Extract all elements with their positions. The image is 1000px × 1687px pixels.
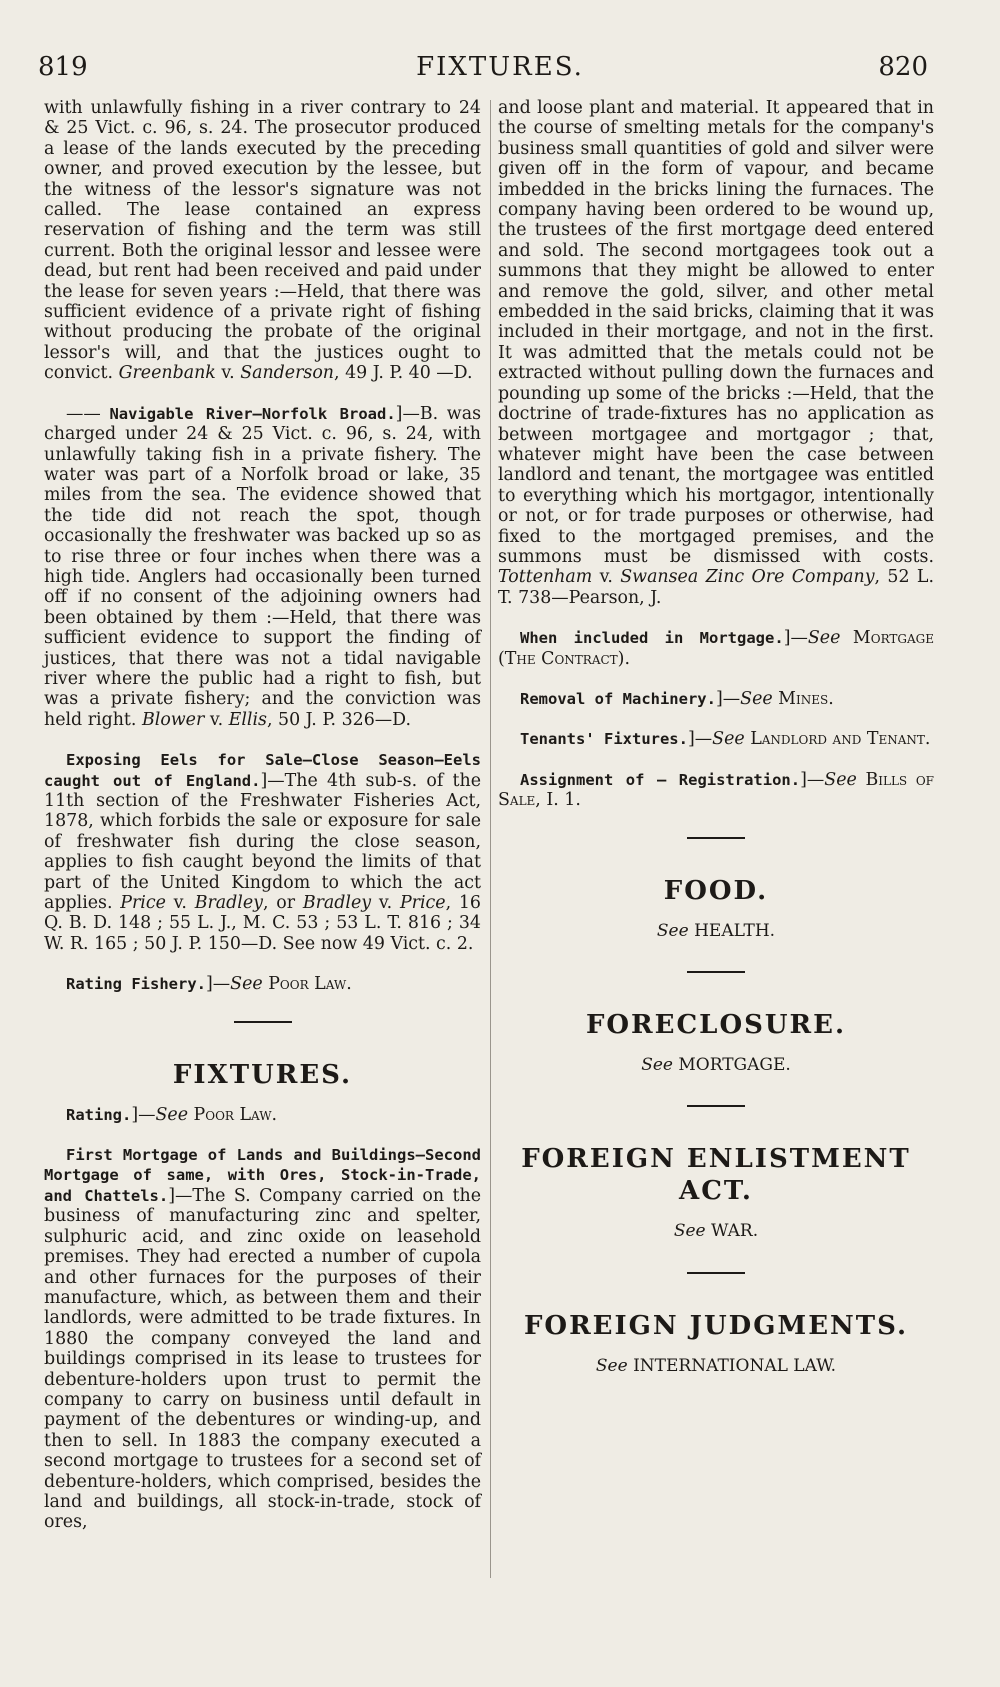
entry-navigable-river: —— Navigable River—Norfolk Broad.]—B. was charged under 24 & 25 Vict. c. 96, s. 24, with unlawfully taking fish in a private fishery. The water was part of a Norfolk broad or lake, 35 miles from the sea. The evidence showed that the tide did not reach the spot, though occasionally the freshwater was backed up so as to rise three or four inches when there was a high tide. Anglers had occasionally been turned off if no consent of the adjoining owners had been obtained by them :—Held, that there was sufficient evidence to support the finding of justices, that there was not a tidal navigable river where the public had a right to fish, but was a private fishery; and the conviction was held right. Blower v. Ellis, 50 J. P. 326—D. — [44, 403, 481, 730]
entry-exposing-eels: Exposing Eels for Sale—Close Season—Eels caught out of England.]—The 4th sub-s. of the 11th section of the Freshwater Fisheries Act, 1878, which forbids the sale or exposure for sale of freshwater fish during the close season, applies to fish caught beyond the limits of that part of the United Kingdom to which the act applies. Price v. Bradley, or Bradley v. Price, 16 Q. B. D. 148 ; 55 L. J., M. C. 53 ; 53 L. T. 816 ; 34 W. R. 165 ; 50 J. P. 150—D. See now 49 Vict. c. 2. — [44, 751, 481, 954]
entry-tenants-fixtures: Tenants' Fixtures.]—See Landlord and Tenant. — [520, 729, 931, 750]
section-separator — [687, 1272, 745, 1274]
running-title: FIXTURES. — [416, 52, 584, 82]
section-separator — [234, 1021, 292, 1023]
cross-reference-food: See HEALTH. — [656, 920, 776, 941]
cross-reference-foreign-judgments: See INTERNATIONAL LAW. — [595, 1355, 837, 1376]
section-title-foreclosure: FORECLOSURE. — [585, 1010, 847, 1040]
page-number-right: 820 — [878, 52, 928, 82]
section-title-food: FOOD. — [663, 875, 769, 906]
page-number-left: 819 — [38, 52, 88, 82]
entry-heading: Exposing Eels for Sale—Close Season—Eels caught out of England. — [44, 751, 481, 790]
cross-reference-foreign-enlistment: See WAR. — [673, 1221, 759, 1242]
entry-first-mortgage: First Mortgage of Lands and Buildings—Second Mortgage of same, with Ores, Stock-in-Trade, and Chattels.]—The S. Company carried on the business of manufacturing zinc and spelter, sulphuric acid, and zinc oxide on leasehold premises. They had erected a number of cupola and other furnaces for the purposes of their manufacture, which, as between them and their landlords, were admitted to be trade fixtures. In 1880 the company conveyed the land and buildings comprised in its lease to trustees for debenture-holders upon trust to permit the company to carry on business until default in payment of the debentures or winding-up, and then to sell. In 1883 the company executed a second mortgage to trustees for a second set of debenture-holders, which comprised, besides the land and buildings, all stock-in-trade, stock of ores, — [44, 1146, 481, 1533]
section-separator — [687, 1105, 745, 1107]
section-separator — [687, 971, 745, 973]
paragraph-fishing-lease: with unlawfully fishing in a river contrary to 24 & 25 Vict. c. 96, s. 24. The prosecutor produced a lease of the lands executed by the preceding owner, and proved execution by the lessee, but the witness of the lessor's signature was not called. The lease contained an express reservation of fishing and the term was still current. Both the original lessor and lessee were dead, but rent had been received and paid under the lease for seven years :—Held, that there was sufficient evidence of a private right of fishing without producing the probate of the original lessor's will, and that the justices ought to convict. Greenbank v. Sanderson, 49 J. P. 40 —D. — [44, 98, 481, 384]
section-title-foreign-enlistment: FOREIGN ENLISTMENT ACT. — [521, 1144, 911, 1207]
cross-reference-foreclosure: See MORTGAGE. — [641, 1055, 791, 1075]
right-column — [498, 98, 934, 1406]
left-column — [44, 98, 481, 1553]
entry-when-included: When included in Mortgage.]—See Mortgage (The Contract). — [498, 628, 934, 669]
section-separator — [687, 837, 745, 839]
entry-rating-fishery: Rating Fishery.]—See Poor Law. — [66, 974, 352, 995]
paragraph-mortgage-continued: and loose plant and material. It appeared that in the course of smelting metals for the company's business small quantities of gold and silver were given off in the form of vapour, and became imbedded in the bricks lining the furnaces. The company having been ordered to be wound up, the trustees of the first mortgage deed entered and sold. The second mortgagees took out a summons that they might be allowed to enter and remove the gold, silver, and other metal embedded in the said bricks, claiming that it was included in their mortgage, and not in the first. It was admitted that the metals could not be extracted without pulling down the furnaces and pounding up some of the bricks :—Held, that the doctrine of trade-fixtures has no application as between mortgagee and mortgagor ; that, whatever might have been the case between landlord and tenant, the mortgagee was entitled to everything which his mortgagor, intentionally or not, or for trade purposes or otherwise, had fixed to the mortgaged premises, and the summons must be dismissed with costs. Tottenham v. Swansea Zinc Ore Company, 52 L. T. 738—Pearson, J. — [498, 98, 934, 608]
section-title-foreign-judgments: FOREIGN JUDGMENTS. — [523, 1310, 909, 1341]
section-title-fixtures: FIXTURES. — [172, 1059, 353, 1090]
column-divider — [490, 100, 491, 1578]
entry-heading: First Mortgage of Lands and Buildings—Second Mortgage of same, with Ores, Stock-in-Trade, and Chattels. — [44, 1146, 481, 1205]
entry-rating: Rating.]—See Poor Law. — [66, 1104, 278, 1125]
entry-heading: Navigable River—Norfolk Broad. — [109, 404, 396, 423]
page-header — [0, 52, 1000, 92]
entry-removal-machinery: Removal of Machinery.]—See Mines. — [520, 688, 834, 709]
entry-assignment: Assignment of — Registration.]—See Bills of Sale, I. 1. — [498, 769, 934, 811]
